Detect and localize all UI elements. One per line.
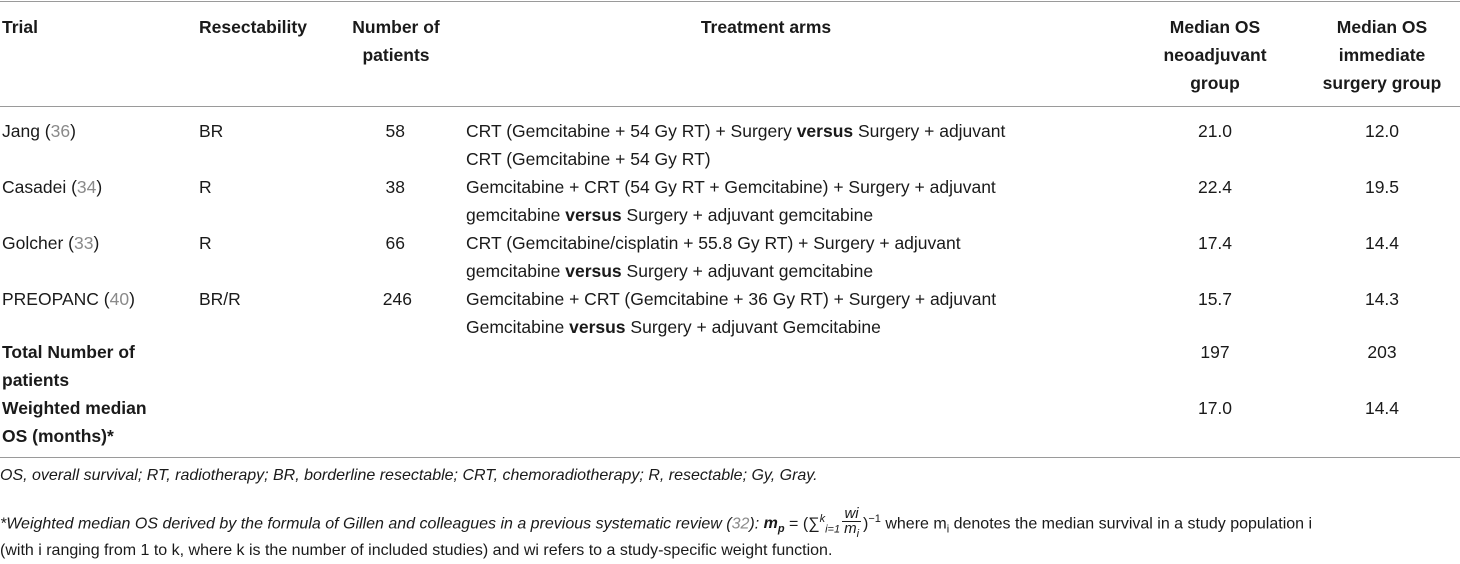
footnote-abbreviations: OS, overall survival; RT, radiotherapy; BR, borderline resectable; CRT, chemoradiotherapy; R, resectable; Gy, Gray. [0, 467, 818, 484]
ref-link[interactable]: 36 [50, 121, 71, 141]
header-neo-line3: group [1190, 73, 1240, 93]
header-bottom-rule [0, 106, 1460, 107]
row-trial-jang: Jang (36) [2, 121, 76, 141]
header-patients-line2: patients [362, 45, 430, 65]
row-neo-os: 17.4 [1197, 233, 1233, 253]
row-neo-os: 22.4 [1197, 177, 1233, 197]
weighted-neo: 17.0 [1197, 398, 1233, 418]
table-top-rule [0, 1, 1460, 2]
header-surgery-line1: Median OS [1336, 17, 1428, 37]
weighted-label-line1: Weighted median [2, 398, 147, 418]
row-patients: 58 [385, 121, 405, 141]
row-resect: BR [199, 121, 224, 141]
row-arms-line2: Gemcitabine versus Surgery + adjuvant Gemcitabine [466, 317, 881, 337]
row-arms-line1: CRT (Gemcitabine + 54 Gy RT) + Surgery versus Surgery + adjuvant [466, 121, 1006, 141]
row-arms-line2: gemcitabine versus Surgery + adjuvant gemcitabine [466, 261, 874, 281]
row-resect: R [199, 177, 212, 197]
header-neo-line1: Median OS [1169, 17, 1261, 37]
row-arms-line1: Gemcitabine + CRT (Gemcitabine + 36 Gy RT) + Surgery + adjuvant [466, 289, 997, 309]
total-label-line1: Total Number of [2, 342, 135, 362]
ref-link[interactable]: 33 [73, 233, 94, 253]
ref-link[interactable]: 32 [731, 515, 750, 533]
row-surgery-os: 12.0 [1364, 121, 1400, 141]
row-arms-line2: CRT (Gemcitabine + 54 Gy RT) [466, 149, 711, 169]
row-neo-os: 15.7 [1197, 289, 1233, 309]
weighted-surgery: 14.4 [1364, 398, 1400, 418]
row-surgery-os: 14.3 [1364, 289, 1400, 309]
row-patients: 38 [385, 177, 405, 197]
row-neo-os: 21.0 [1197, 121, 1233, 141]
formula-fraction: $\frac{wi}{m_i}$ [844, 505, 860, 541]
weighted-label-line2: OS (months)* [2, 426, 114, 446]
row-patients: 246 [382, 289, 412, 309]
total-surgery: 203 [1367, 342, 1397, 362]
header-surgery-line3: surgery group [1322, 73, 1442, 93]
row-arms-line1: Gemcitabine + CRT (54 Gy RT + Gemcitabine) + Surgery + adjuvant [466, 177, 996, 197]
row-trial-casadei: Casadei (34) [2, 177, 103, 197]
header-patients-line1: Number of [352, 17, 440, 37]
header-resectability: Resectability [199, 17, 307, 37]
row-patients: 66 [385, 233, 405, 253]
row-trial-golcher: Golcher (33) [2, 233, 100, 253]
row-arms-line1: CRT (Gemcitabine/cisplatin + 55.8 Gy RT) + Surgery + adjuvant [466, 233, 961, 253]
table-bottom-rule [0, 457, 1460, 458]
footnote-weighted-median: *Weighted median OS derived by the formula of Gillen and colleagues in a previous systematic review (32): $m_p = (\sum^k_{i=1}$ $\frac{wi}{m_i}$ )$^{-1}$ where $m_i$ denotes the median survival in a study population i [0, 505, 1313, 541]
header-surgery-line2: immediate [1338, 45, 1426, 65]
total-neo: 197 [1200, 342, 1230, 362]
row-trial-preopanc: PREOPANC (40) [2, 289, 135, 309]
row-surgery-os: 14.4 [1364, 233, 1400, 253]
footnote-weighted-median-line2: (with i ranging from 1 to k, where k is the number of included studies) and wi refers to a study-specific weight function. [0, 542, 833, 559]
header-treatment-arms: Treatment arms [700, 17, 832, 37]
row-resect: BR/R [199, 289, 241, 309]
header-neo-line2: neoadjuvant [1163, 45, 1267, 65]
row-surgery-os: 19.5 [1364, 177, 1400, 197]
header-trial: Trial [2, 17, 38, 37]
total-label-line2: patients [2, 370, 70, 390]
ref-link[interactable]: 34 [76, 177, 97, 197]
row-resect: R [199, 233, 212, 253]
row-arms-line2: gemcitabine versus Surgery + adjuvant gemcitabine [466, 205, 874, 225]
formula: $m_p$ [763, 515, 785, 536]
ref-link[interactable]: 40 [109, 289, 130, 309]
